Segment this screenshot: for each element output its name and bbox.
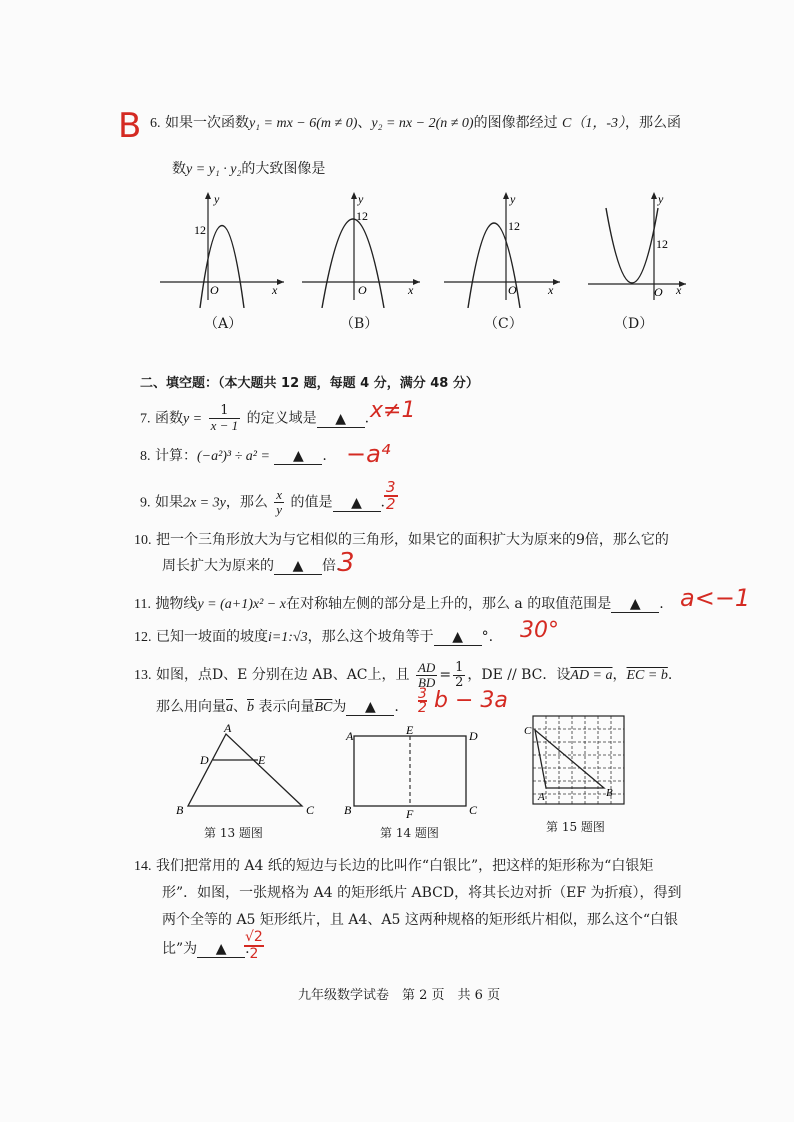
y-axis-arrow bbox=[503, 192, 509, 199]
point-label-c: C bbox=[306, 803, 315, 817]
handwritten-answer-9: 3 2 bbox=[386, 478, 396, 513]
y-axis-label: y bbox=[658, 192, 664, 206]
page-footer: 九年级数学试卷 第 2 页 共 6 页 bbox=[298, 988, 501, 1003]
option-b-graph bbox=[302, 188, 432, 308]
parabola-curve bbox=[322, 219, 384, 308]
y-axis-arrow bbox=[205, 192, 211, 199]
point-label-e: E bbox=[258, 753, 266, 767]
figure-15-grid bbox=[522, 712, 632, 812]
point-label-c: C bbox=[469, 803, 478, 817]
fraction: $\frac{1}{x - 1}$ bbox=[210, 403, 239, 433]
option-c-graph bbox=[444, 188, 574, 308]
handwritten-answer-14: √2 2 bbox=[245, 929, 263, 962]
handwritten-answer-8: −a⁴ bbox=[346, 440, 391, 468]
handwritten-answer-11: a<−1 bbox=[680, 584, 751, 612]
question-7: 7. 函数y = $\frac{1}{x - 1}$ 的定义域是 ▲ . bbox=[140, 403, 370, 433]
figure-13-triangle bbox=[174, 722, 324, 822]
parabola-curve bbox=[200, 226, 244, 309]
question-14-line4: 比”为 ▲ . bbox=[162, 941, 250, 957]
question-6-line2: 数y = y₁ · y₂的大致图像是 bbox=[172, 161, 326, 177]
point-label-e: E bbox=[406, 724, 414, 737]
option-a-label: （A） bbox=[204, 316, 243, 332]
origin-label: O bbox=[654, 285, 663, 299]
point-label-b: B bbox=[606, 787, 613, 799]
answer-blank: ▲ bbox=[197, 941, 245, 958]
question-14-line3: 两个全等的 A5 矩形纸片，且 A4、A5 这两种规格的矩形纸片相似，那么这个“白银 bbox=[162, 912, 679, 928]
triangle-abc bbox=[188, 734, 302, 806]
section-title: 二、填空题：（本大题共 12 题，每题 4 分，满分 48 分） bbox=[140, 376, 479, 391]
question-10-line2: 周长扩大为原来的 ▲ 倍. bbox=[162, 558, 341, 574]
triangle-abc bbox=[535, 730, 604, 788]
question-12: 12. 已知一坡面的坡度i=1:√3，那么这个坡角等于 ▲ °. bbox=[134, 629, 494, 645]
parabola-curve bbox=[606, 208, 658, 283]
point-label-a: A bbox=[224, 722, 232, 735]
y-axis-arrow bbox=[351, 192, 357, 199]
fraction: $\frac{AD}{BD}$ bbox=[417, 659, 436, 690]
origin-label: O bbox=[358, 283, 367, 297]
x-axis-arrow bbox=[413, 279, 420, 285]
point-label-c: C bbox=[524, 725, 532, 737]
answer-blank: ▲ bbox=[346, 699, 394, 716]
answer-blank: ▲ bbox=[434, 629, 482, 646]
option-c-label: （C） bbox=[484, 316, 523, 332]
handwritten-answer-13: b − 3a bbox=[434, 688, 508, 713]
answer-blank: ▲ bbox=[333, 495, 381, 512]
question-number: 6. bbox=[150, 116, 161, 131]
x-axis-arrow bbox=[277, 279, 284, 285]
point-label-f: F bbox=[406, 807, 414, 821]
question-10-line1: 10. 把一个三角形放大为与它相似的三角形，如果它的面积扩大为原来的9倍，那么它的 bbox=[134, 532, 669, 548]
question-14-line2: 形”．如图，一张规格为 A4 的矩形纸片 ABCD，将其长边对折（EF 为折痕），得到 bbox=[162, 885, 682, 901]
fraction: $\frac{1}{2}$ bbox=[455, 659, 464, 690]
option-b-label: （B） bbox=[340, 316, 379, 332]
question-14-line1: 14. 我们把常用的 A4 纸的短边与长边的比叫作“白银比”，把这样的矩形称为“白银矩 bbox=[134, 858, 654, 874]
x-axis-arrow bbox=[553, 279, 560, 285]
option-d-graph bbox=[588, 188, 698, 308]
figure-15-caption: 第 15 题图 bbox=[546, 820, 605, 834]
x-axis-label: x bbox=[676, 283, 682, 297]
point-label-d: D bbox=[469, 729, 478, 743]
handwritten-answer-12: 30° bbox=[520, 618, 559, 643]
question-9: 9. 如果2x = 3y，那么 $\frac{x}{y}$ 的值是 ▲ . bbox=[140, 487, 385, 517]
answer-blank: ▲ bbox=[611, 596, 659, 613]
question-13-line1: 13. 如图，点D、E 分别在边 AB、AC上，且 $\frac{AD}{BD}$ = $\frac{1}{2}$ ，DE // BC．设AD = a，EC = b. bbox=[134, 659, 673, 690]
y-axis-label: y bbox=[214, 192, 220, 206]
origin-label: O bbox=[508, 283, 517, 297]
handwritten-answer-7: x≠1 bbox=[370, 398, 416, 423]
question-13-line2: 那么用向量$\overline{a}$、$\overline{b}$ 表示向量$\overline{BC}$为 ▲ . bbox=[156, 699, 399, 715]
option-d-label: （D） bbox=[614, 316, 654, 332]
point-label-b: B bbox=[344, 803, 352, 817]
intercept-label: 12 bbox=[356, 209, 368, 223]
point-label-d: D bbox=[200, 753, 209, 767]
question-8: 8. 计算：(−a²)³ ÷ a² = ▲ . bbox=[140, 448, 327, 464]
x-axis-label: x bbox=[272, 283, 278, 297]
point-label-a: A bbox=[538, 791, 545, 803]
question-11: 11. 抛物线y = (a+1)x² − x在对称轴左侧的部分是上升的，那么 a 的取值范围是 ▲ . bbox=[134, 596, 664, 612]
answer-blank: ▲ bbox=[274, 448, 322, 465]
figure-14-rectangle bbox=[342, 724, 482, 824]
origin-label: O bbox=[210, 283, 219, 297]
x-axis-label: x bbox=[408, 283, 414, 297]
intercept-label: 12 bbox=[508, 219, 520, 233]
handwritten-answer-6: B bbox=[118, 106, 142, 146]
answer-blank: ▲ bbox=[274, 558, 322, 575]
handwritten-answer-10: 3 bbox=[338, 548, 355, 578]
intercept-label: 12 bbox=[194, 223, 206, 237]
x-axis-label: x bbox=[548, 283, 554, 297]
point-label-b: B bbox=[176, 803, 184, 817]
y-axis-arrow bbox=[651, 192, 657, 199]
answer-blank: ▲ bbox=[317, 411, 365, 428]
figure-13-caption: 第 13 题图 bbox=[204, 826, 263, 840]
figure-14-caption: 第 14 题图 bbox=[380, 826, 439, 840]
question-6-line1: 6. 如果一次函数y₁ = mx − 6(m ≠ 0)、y₂ = nx − 2(n ≠ 0)的图像都经过 C（1，-3），那么函 bbox=[150, 115, 682, 131]
option-a-graph bbox=[160, 188, 290, 308]
y-axis-label: y bbox=[510, 192, 516, 206]
point-label-a: A bbox=[346, 729, 354, 743]
handwritten-answer-13-coef: 3 2 bbox=[418, 686, 427, 716]
fraction: $\frac{x}{y}$ bbox=[276, 487, 283, 517]
y-axis-label: y bbox=[358, 192, 364, 206]
intercept-label: 12 bbox=[656, 237, 668, 251]
